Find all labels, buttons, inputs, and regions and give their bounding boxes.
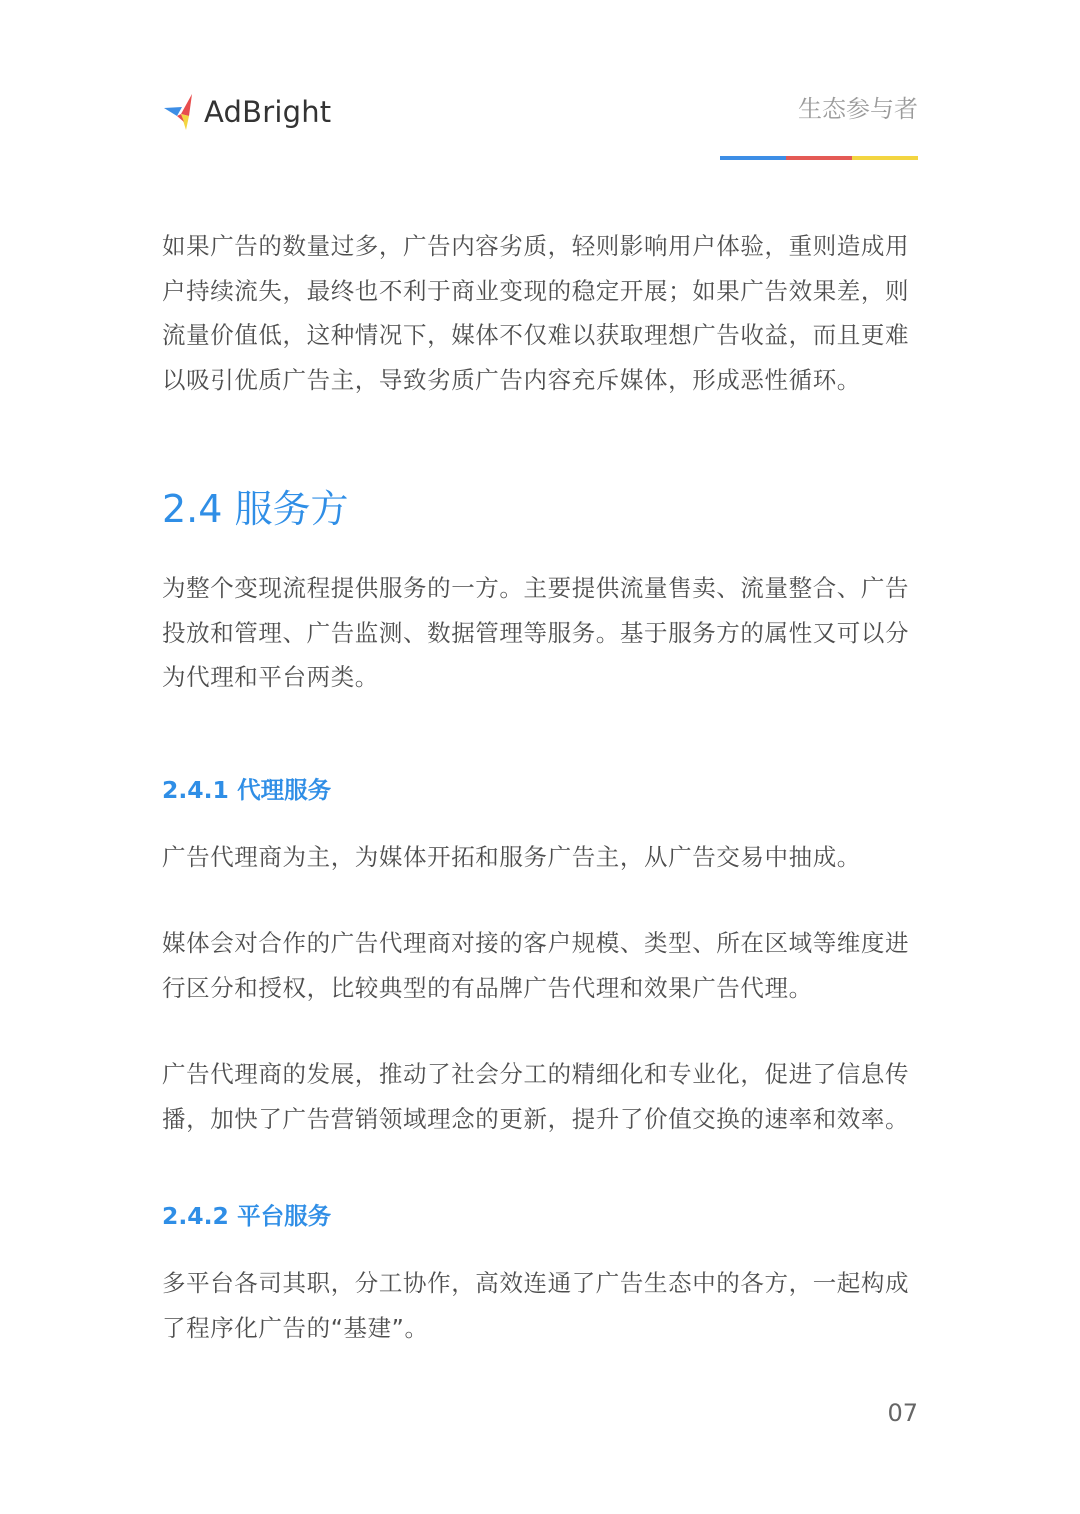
section-2-4-paragraph: 为整个变现流程提供服务的一方。主要提供流量售卖、流量整合、广告投放和管理、广告监测、数据管理等服务。基于服务方的属性又可以分为代理和平台两类。 [162, 574, 910, 691]
section-heading-2-4: 2.4 服务方 [162, 487, 349, 531]
brand-logo [162, 90, 331, 134]
stripe-yellow [852, 156, 918, 160]
section-2-4-2-paragraph: 多平台各司其职，分工协作，高效连通了广告生态中的各方，一起构成了程序化广告的“基建”。 [162, 1269, 910, 1342]
section-2-4-1-paragraph-3: 广告代理商的发展，推动了社会分工的精细化和专业化，促进了信息传播，加快了广告营销领域理念的更新，提升了价值交换的速率和效率。 [162, 1060, 910, 1133]
section-heading-2-4-2: 2.4.2 平台服务 [162, 1202, 332, 1230]
page-content [162, 224, 932, 1350]
intro-paragraph: 如果广告的数量过多，广告内容劣质，轻则影响用户体验，重则造成用户持续流失，最终也不利于商业变现的稳定开展；如果广告效果差，则流量价值低，这种情况下，媒体不仅难以获取理想广告收益，而且更难以吸引优质广告主，导致劣质广告内容充斥媒体，形成恶性循环。 [162, 232, 910, 394]
section-2-4-1-paragraph-2: 媒体会对合作的广告代理商对接的客户规模、类型、所在区域等维度进行区分和授权，比较典型的有品牌广告代理和效果广告代理。 [162, 929, 910, 1002]
page-header [162, 86, 918, 166]
rocket-logo-icon [162, 92, 198, 132]
section-label: 生态参与者 [798, 95, 918, 123]
section-2-4-1-paragraph-1: 广告代理商为主，为媒体开拓和服务广告主，从广告交易中抽成。 [162, 842, 861, 871]
tricolor-divider [720, 156, 918, 160]
section-heading-2-4-1: 2.4.1 代理服务 [162, 775, 332, 804]
brand-name: AdBright [204, 95, 332, 129]
stripe-blue [720, 156, 786, 160]
stripe-red [786, 156, 852, 160]
page-number: 07 [887, 1399, 918, 1427]
